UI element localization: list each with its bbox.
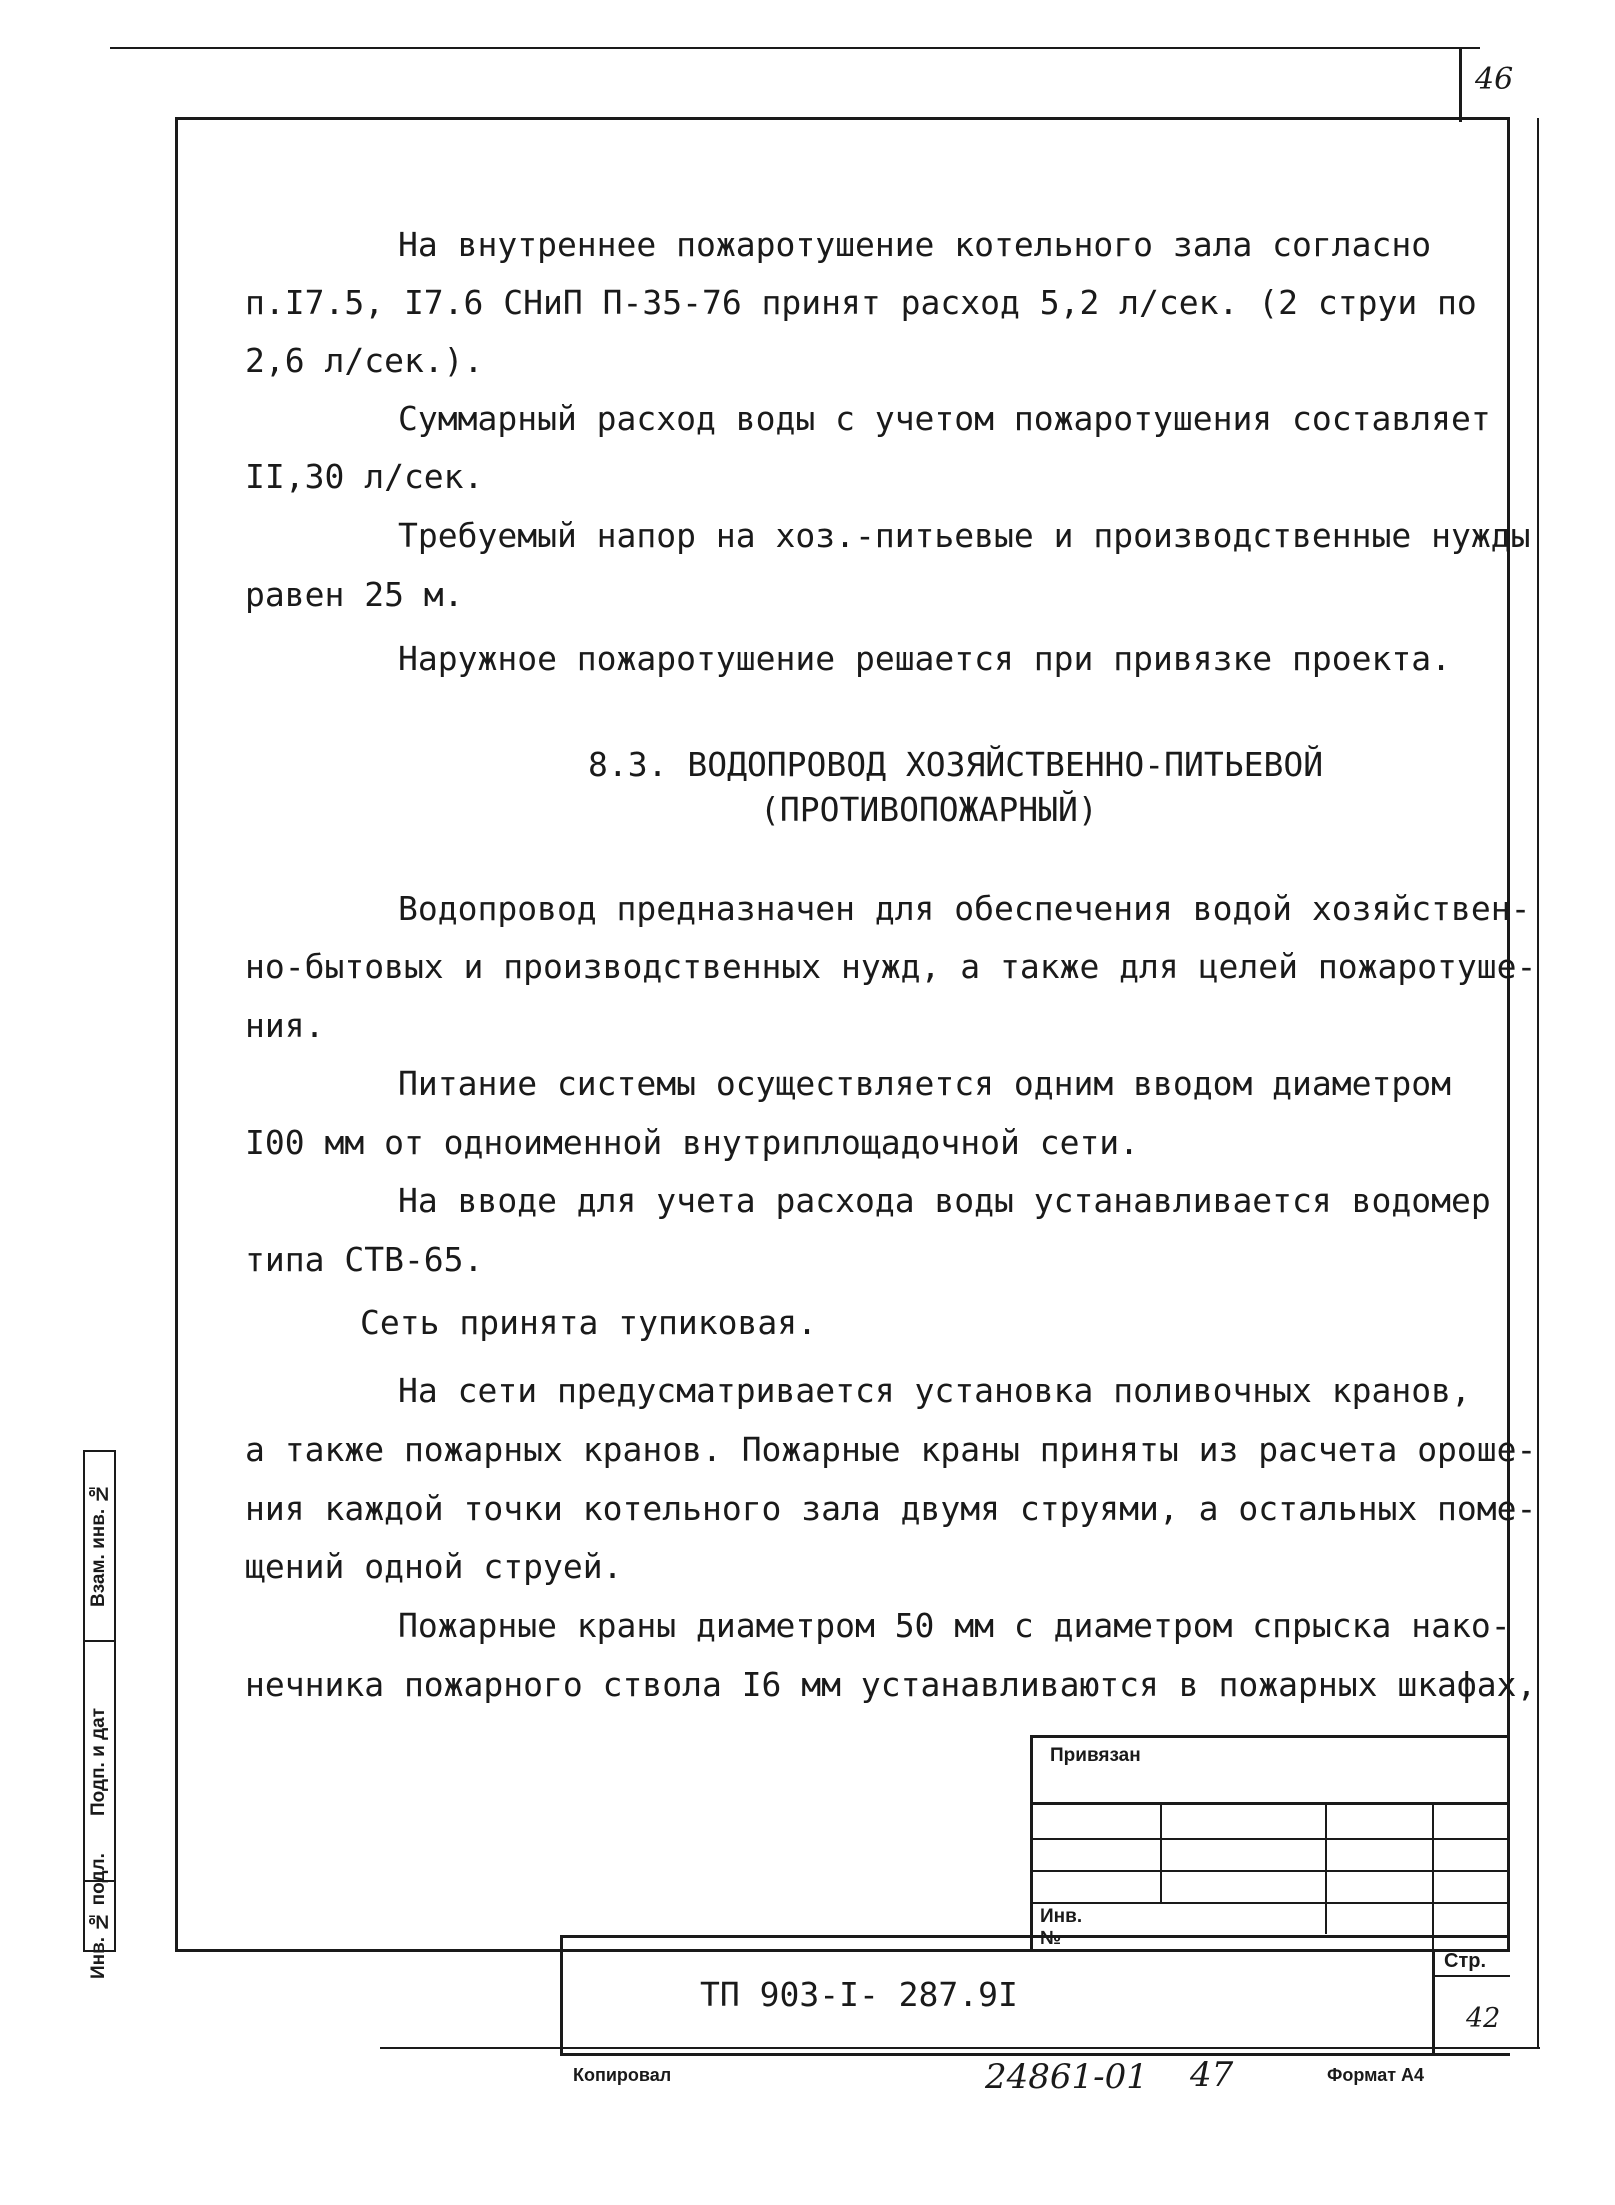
section-heading-line-1: 8.3. ВОДОПРОВОД ХОЗЯЙСТВЕННО-ПИТЬЕВОЙ [588,745,1324,784]
page-label: Стр. [1444,1950,1487,1972]
paragraph-line: На сети предусматривается установка поливочных кранов, [398,1371,1471,1410]
page-number: 42 [1466,2003,1501,2034]
code-row-top-line [560,1935,1510,1938]
title-block-col-line [1432,1802,1434,1952]
paragraph-line: равен 25 м. [245,575,464,614]
paragraph-line: Суммарный расход воды с учетом пожаротушения составляет [398,399,1491,438]
side-label-vzam: Взам. инв. № [88,1482,109,1608]
paragraph-line: Наружное пожаротушение решается при привязке проекта. [398,639,1451,678]
paragraph-line: II,30 л/сек. [245,457,484,496]
paragraph-line: типа СТВ-65. [245,1240,484,1279]
title-block-row-line [1030,1802,1510,1805]
section-heading-line-2: (ПРОТИВОПОЖАРНЫЙ) [760,790,1098,829]
paragraph-line: I00 мм от одноименной внутриплощадочной сети. [245,1123,1140,1162]
bottom-edge-line [380,2047,1540,2049]
paragraph-line: Пожарные краны диаметром 50 мм с диаметром спрыска нако- [398,1606,1511,1645]
paragraph-line: нечника пожарного ствола I6 мм устанавливаются в пожарных шкафах, [245,1665,1537,1704]
sheet-number: 47 [1190,2055,1234,2095]
page-label-line [1432,1975,1510,1977]
title-block-col-line [1160,1802,1162,1902]
paragraph-line: Питание системы осуществляется одним вводом диаметром [398,1064,1451,1103]
document-code: ТП 903-I- 287.9I [700,1975,1018,2014]
format-label: Формат А4 [1327,2065,1425,2085]
order-number: 24861-01 [985,2057,1148,2097]
right-edge-line [1537,118,1539,2048]
paragraph-line: На вводе для учета расхода воды устанавливается водомер [398,1181,1491,1220]
title-block-row-line [1030,1870,1510,1872]
side-label-inv: Инв. № подл. [88,1853,109,1979]
top-edge-line [110,47,1480,49]
title-block-col-line [1325,1802,1327,1934]
privyazan-label: Привязан [1050,1745,1141,1766]
title-block-row-line [1030,1838,1510,1840]
side-stamp-divider-1 [83,1640,116,1642]
title-block-row-line [1030,1902,1510,1904]
title-block-left-line [1030,1735,1033,1952]
copied-label: Копировал [573,2065,672,2085]
corner-box-left-line [1459,48,1462,122]
paragraph-line: На внутреннее пожаротушение котельного зала согласно [398,225,1432,264]
paragraph-line: 2,6 л/сек.). [245,341,484,380]
paragraph-line: Водопровод предназначен для обеспечения водой хозяйствен- [398,889,1531,928]
code-row-right-extension [1432,1950,1435,2053]
paragraph-line: Требуемый напор на хоз.-питьевые и производственные нужды [398,516,1531,555]
code-row-bottom-line [560,2053,1510,2056]
paragraph-line: ния каждой точки котельного зала двумя струями, а остальных поме- [245,1489,1537,1528]
corner-page-number: 46 [1475,62,1514,97]
paragraph-line: щений одной струей. [245,1547,623,1586]
paragraph-line: но-бытовых и производственных нужд, а также для целей пожаротуше- [245,947,1537,986]
code-row-left-extension [560,1950,563,2053]
paragraph-line: ния. [245,1006,325,1045]
title-block-top-line [1030,1735,1510,1738]
side-label-podp: Подп. и дат [88,1708,109,1816]
paragraph-line: Сеть принята тупиковая. [360,1303,817,1342]
paragraph-line: п.I7.5, I7.6 СНиП П-35-76 принят расход 5,2 л/сек. (2 струи по [245,283,1477,322]
inv-no-label: Инв. № [1040,1906,1083,1949]
paragraph-line: а также пожарных кранов. Пожарные краны приняты из расчета ороше- [245,1430,1537,1469]
